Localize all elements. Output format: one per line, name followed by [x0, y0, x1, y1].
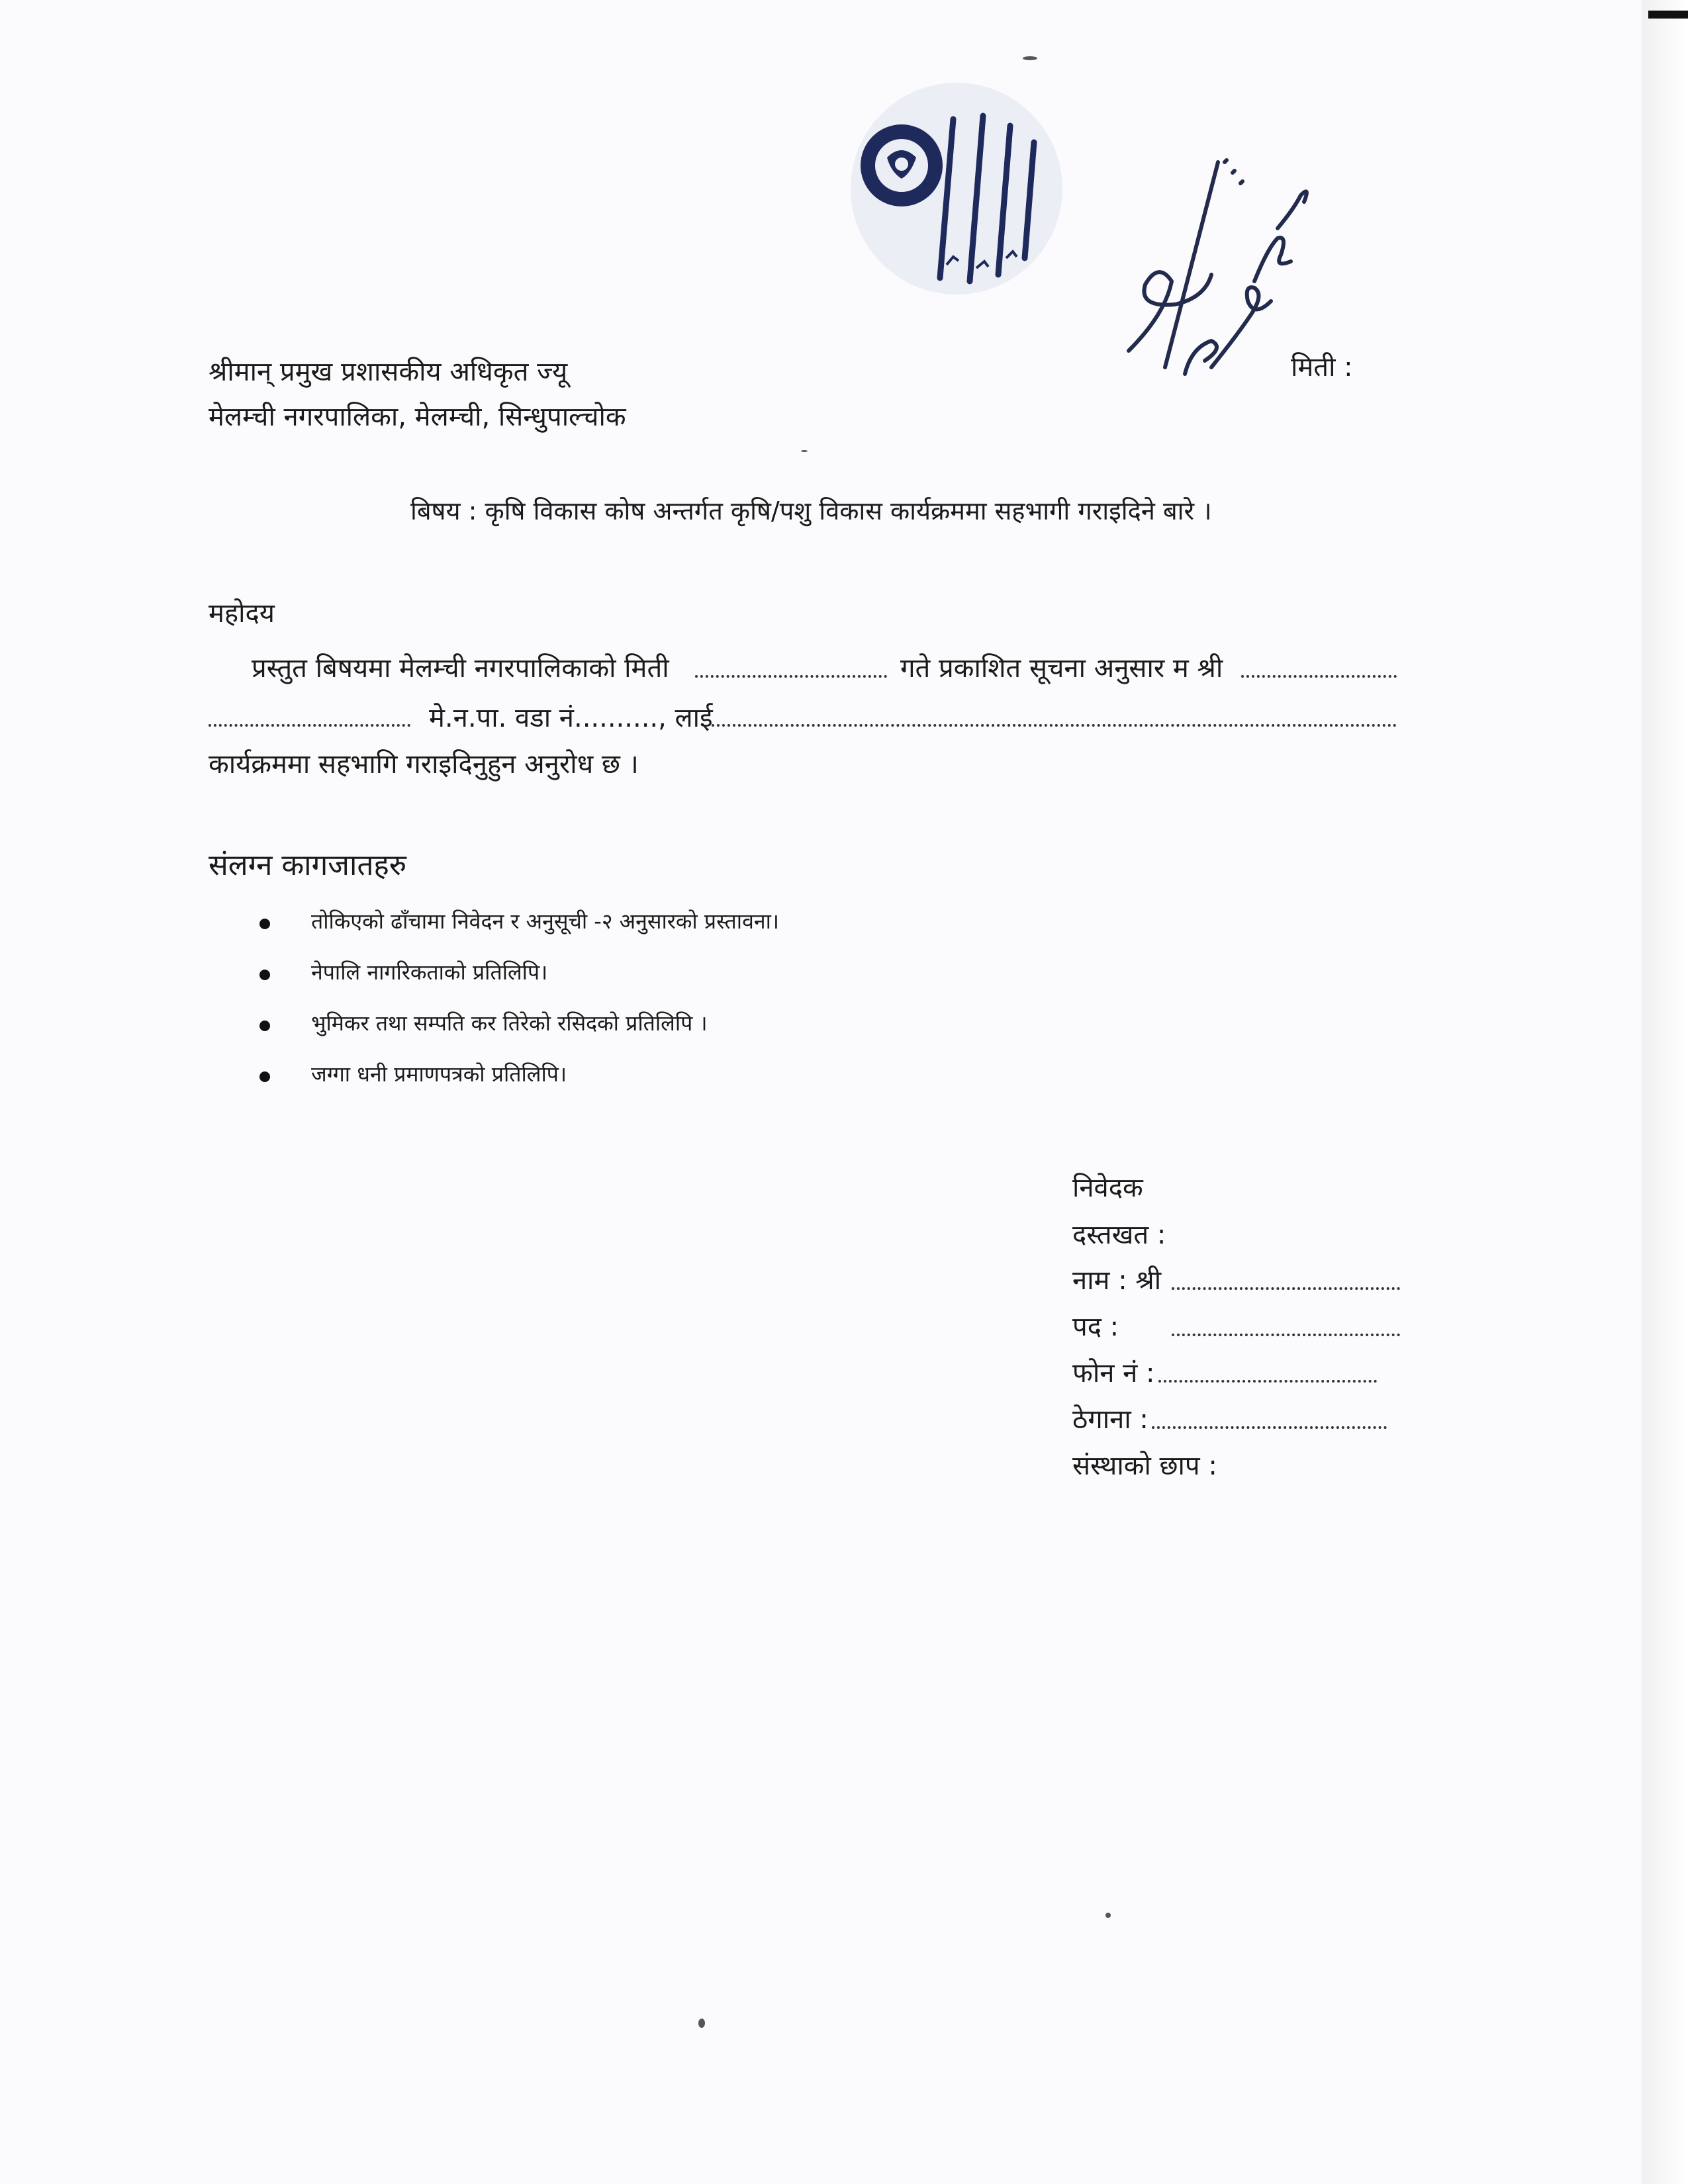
- recipient-line-2: मेलम्ची नगरपालिका, मेलम्ची, सिन्धुपाल्चोक: [209, 402, 626, 432]
- bullet-icon: [259, 970, 270, 980]
- applicant-name-fill-line[interactable]: [1241, 675, 1397, 678]
- scan-speck: [1023, 56, 1037, 60]
- address-label: ठेगाना :: [1072, 1404, 1149, 1435]
- bullet-icon: [259, 1021, 270, 1031]
- attachment-item-1: तोकिएको ढाँचामा निवेदन र अनुसूची -२ अनुसारको प्रस्तावना।: [311, 909, 780, 934]
- applicant-title: निवेदक: [1072, 1173, 1143, 1203]
- attachment-item-3: भुमिकर तथा सम्पति कर तिरेको रसिदको प्रतिलिपि ।: [311, 1011, 708, 1036]
- phone-label: फोन नं :: [1072, 1358, 1155, 1388]
- scanner-edge: [1642, 0, 1688, 2184]
- scan-speck: [698, 2019, 705, 2028]
- office-stamp: [847, 79, 1066, 298]
- salutation: महोदय: [209, 598, 275, 629]
- signature-label: दस्तखत :: [1072, 1220, 1166, 1250]
- bullet-icon: [259, 919, 270, 929]
- phone-fill-line[interactable]: [1158, 1380, 1377, 1383]
- scan-speck: [801, 450, 808, 452]
- scan-speck: [1105, 1913, 1111, 1918]
- name-fill-line[interactable]: [1172, 1287, 1400, 1290]
- recipient-line-1: श्रीमान् प्रमुख प्रशासकीय अधिकृत ज्यू: [209, 357, 568, 387]
- org-stamp-label: संस्थाको छाप :: [1072, 1451, 1217, 1481]
- body-line-1a: प्रस्तुत बिषयमा मेलम्ची नगरपालिकाको मिती: [252, 653, 669, 684]
- address-fill-line[interactable]: [1152, 1426, 1387, 1429]
- post-fill-line[interactable]: [1172, 1334, 1400, 1336]
- attachments-heading: संलग्न कागजातहरु: [209, 848, 407, 882]
- attachment-item-2: नेपालि नागरिकताको प्रतिलिपि।: [311, 960, 548, 985]
- subject-line: बिषय : कृषि विकास कोष अन्तर्गत कृषि/पशु विकास कार्यक्रममा सहभागी गराइदिने बारे ।: [410, 496, 1212, 525]
- body-line-2a: मे.न.पा. वडा नं.........., लाई: [429, 703, 713, 733]
- body-line-1b: गते प्रकाशित सूचना अनुसार म श्री: [900, 653, 1223, 684]
- line2-leading-fill[interactable]: [209, 724, 410, 727]
- body-line-3: कार्यक्रममा सहभागि गराइदिनुहुन अनुरोध छ ।: [209, 749, 639, 780]
- bullet-icon: [259, 1071, 270, 1082]
- name-label: नाम : श्री: [1072, 1265, 1162, 1296]
- date-fill-line[interactable]: [695, 675, 887, 678]
- post-label: पद :: [1072, 1312, 1119, 1342]
- date-label: मिती :: [1291, 352, 1353, 383]
- attachment-item-4: जग्गा धनी प्रमाणपत्रको प्रतिलिपि।: [311, 1062, 567, 1087]
- program-fill-line[interactable]: [712, 724, 1397, 727]
